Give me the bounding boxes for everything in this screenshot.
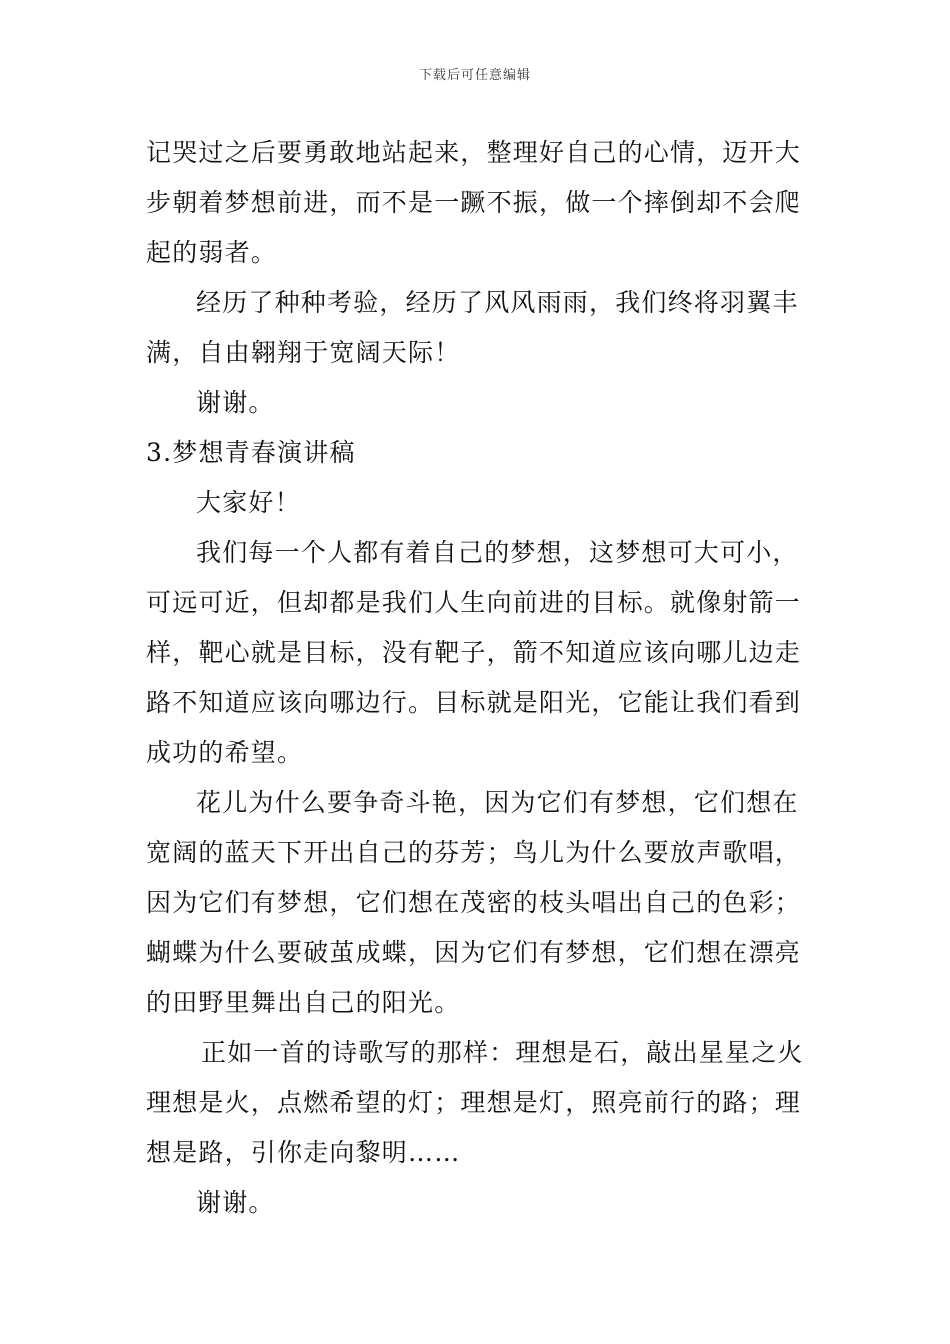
text-line: 大家好！	[196, 488, 301, 517]
text-line: 起的弱者。	[146, 238, 278, 267]
text-line: 谢谢。	[196, 1188, 275, 1217]
text-line: 谢谢。	[196, 388, 275, 417]
text-line: 宽阔的蓝天下开出自己的芬芳；鸟儿为什么要放声歌唱，	[146, 838, 802, 867]
text-line: 花儿为什么要争奇斗艳，因为它们有梦想，它们想在	[196, 788, 799, 817]
page-header: 下载后可任意编辑	[418, 68, 531, 83]
text-line: 记哭过之后要勇敢地站起来，整理好自己的心情，迈开大	[146, 138, 802, 167]
text-line: 蝴蝶为什么要破茧成蝶，因为它们有梦想，它们想在漂亮	[146, 938, 802, 967]
text-line: 满，自由翱翔于宽阔天际！	[146, 338, 461, 367]
text-line: 可远可近，但却都是我们人生向前进的目标。就像射箭一	[146, 588, 802, 617]
text-line: 我们每一个人都有着自己的梦想，这梦想可大可小，	[196, 538, 799, 567]
text-line: 正如一首的诗歌写的那样：理想是石，敲出星星之火	[201, 1038, 804, 1067]
text-line: 的田野里舞出自己的阳光。	[146, 988, 461, 1017]
document-body	[146, 128, 808, 1228]
text-line: 路不知道应该向哪边行。目标就是阳光，它能让我们看到	[146, 688, 802, 717]
text-line: 经历了种种考验，经历了风风雨雨，我们终将羽翼丰	[196, 288, 799, 317]
text-line: 想是路，引你走向黎明……	[146, 1138, 461, 1167]
text-line: 样，靶心就是目标，没有靶子，箭不知道应该向哪儿边走	[146, 638, 802, 667]
text-line: 成功的希望。	[146, 738, 304, 767]
text-line: 步朝着梦想前进，而不是一蹶不振，做一个摔倒却不会爬	[146, 188, 802, 217]
text-line: 因为它们有梦想，它们想在茂密的枝头唱出自己的色彩；	[146, 888, 802, 917]
section-heading: 3.梦想青春演讲稿	[146, 438, 356, 467]
text-line: 理想是火，点燃希望的灯；理想是灯，照亮前行的路；理	[146, 1088, 802, 1117]
